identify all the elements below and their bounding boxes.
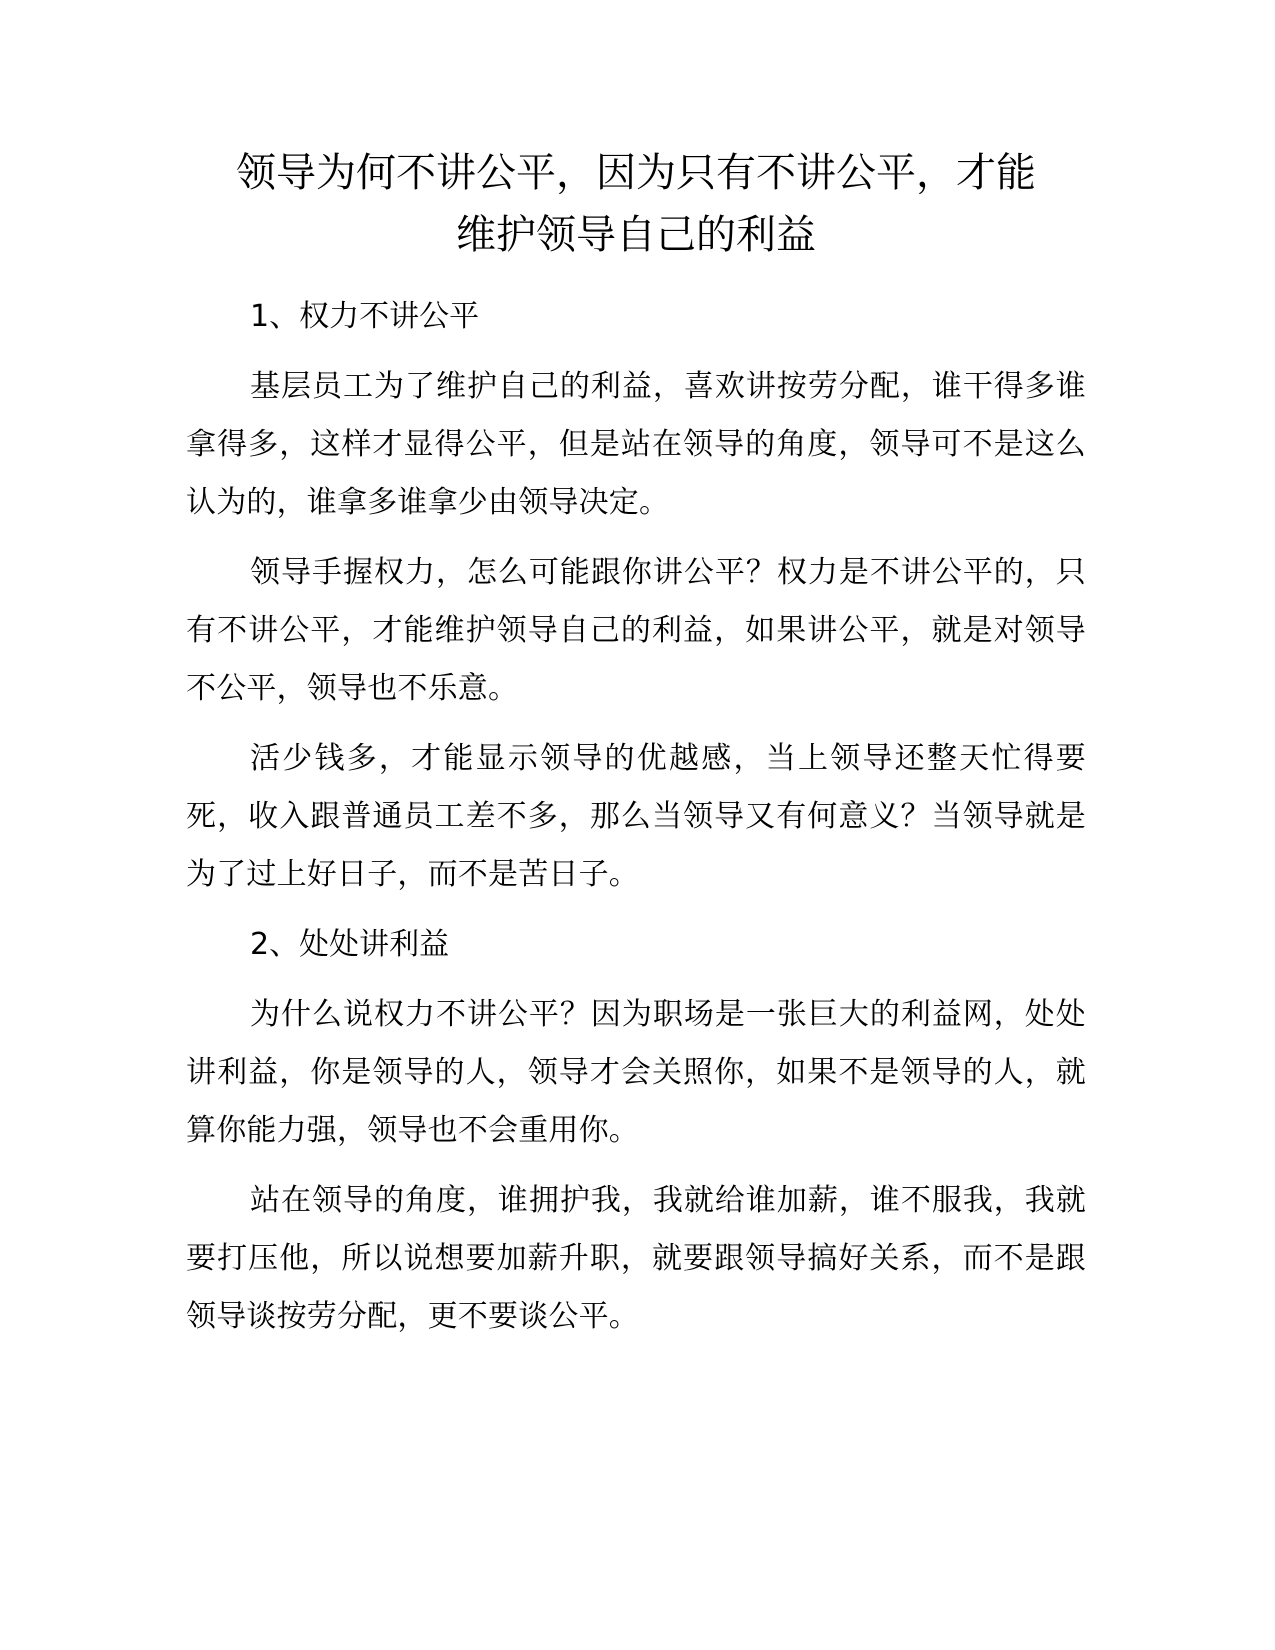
paragraph-3: 活少钱多，才能显示领导的优越感，当上领导还整天忙得要死，收入跟普通员工差不多，那么当领导又有何意义？当领导就是为了过上好日子，而不是苦日子。 xyxy=(186,741,1086,892)
document-body xyxy=(186,288,1086,1346)
title-line-2: 维护领导自己的利益 xyxy=(456,212,816,258)
document-title xyxy=(186,142,1086,266)
section-heading-1: 1、权力不讲公平 xyxy=(250,299,480,334)
document-page xyxy=(186,142,1086,1346)
paragraph-5: 站在领导的角度，谁拥护我，我就给谁加薪，谁不服我，我就要打压他，所以说想要加薪升职，就要跟领导搞好关系，而不是跟领导谈按劳分配，更不要谈公平。 xyxy=(186,1183,1086,1334)
paragraph-2: 领导手握权力，怎么可能跟你讲公平？权力是不讲公平的，只有不讲公平，才能维护领导自己的利益，如果讲公平，就是对领导不公平，领导也不乐意。 xyxy=(186,555,1086,706)
section-heading-2: 2、处处讲利益 xyxy=(250,927,450,962)
paragraph-4: 为什么说权力不讲公平？因为职场是一张巨大的利益网，处处讲利益，你是领导的人，领导才会关照你，如果不是领导的人，就算你能力强，领导也不会重用你。 xyxy=(186,997,1086,1148)
paragraph-1: 基层员工为了维护自己的利益，喜欢讲按劳分配，谁干得多谁拿得多，这样才显得公平，但是站在领导的角度，领导可不是这么认为的，谁拿多谁拿少由领导决定。 xyxy=(186,369,1086,520)
title-line-1: 领导为何不讲公平，因为只有不讲公平，才能 xyxy=(236,150,1036,196)
